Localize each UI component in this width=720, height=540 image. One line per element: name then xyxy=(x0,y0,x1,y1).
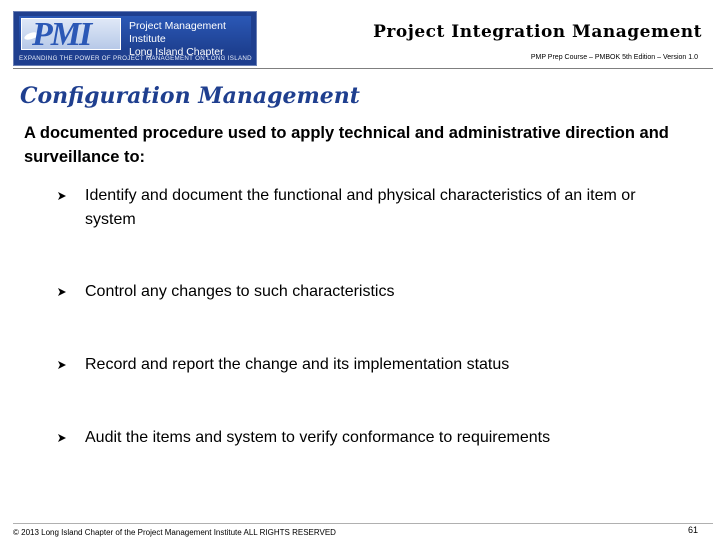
section-title: Configuration Management xyxy=(20,83,360,109)
arrow-bullet-icon xyxy=(56,286,68,298)
bullet-text: Identify and document the functional and physical characteristics of an item or system xyxy=(85,187,636,228)
bullet-text: Record and report the change and its implementation status xyxy=(85,356,510,373)
copyright-notice: © 2013 Long Island Chapter of the Project Management Institute ALL RIGHTS RESERVED xyxy=(13,528,336,537)
logo-org-line2: Long Island Chapter xyxy=(129,46,224,58)
logo-org-name xyxy=(129,20,251,59)
pmi-logo xyxy=(13,11,257,66)
arrow-bullet-icon xyxy=(56,359,68,371)
header-title: Project Integration Management xyxy=(373,22,702,42)
logo-tagline: EXPANDING THE POWER OF PROJECT MANAGEMENT ON LONG ISLAND xyxy=(19,55,252,62)
arrow-bullet-icon xyxy=(56,432,68,444)
page-number: 61 xyxy=(687,525,698,535)
logo-mark xyxy=(21,16,121,53)
footer-divider xyxy=(13,523,713,524)
lead-paragraph: A documented procedure used to apply technical and administrative direction and surveillance to: xyxy=(24,124,669,166)
header-divider xyxy=(13,68,713,69)
logo-mark-text: PMI xyxy=(32,16,91,53)
logo-banner xyxy=(19,16,251,58)
bullet-text: Audit the items and system to verify conformance to requirements xyxy=(85,429,551,446)
arrow-bullet-icon xyxy=(56,190,68,202)
header-subtitle: PMP Prep Course – PMBOK 5th Edition – Version 1.0 xyxy=(530,54,698,61)
bullet-text: Control any changes to such characteristics xyxy=(85,283,395,300)
logo-org-line1: Project Management Institute xyxy=(129,20,226,45)
